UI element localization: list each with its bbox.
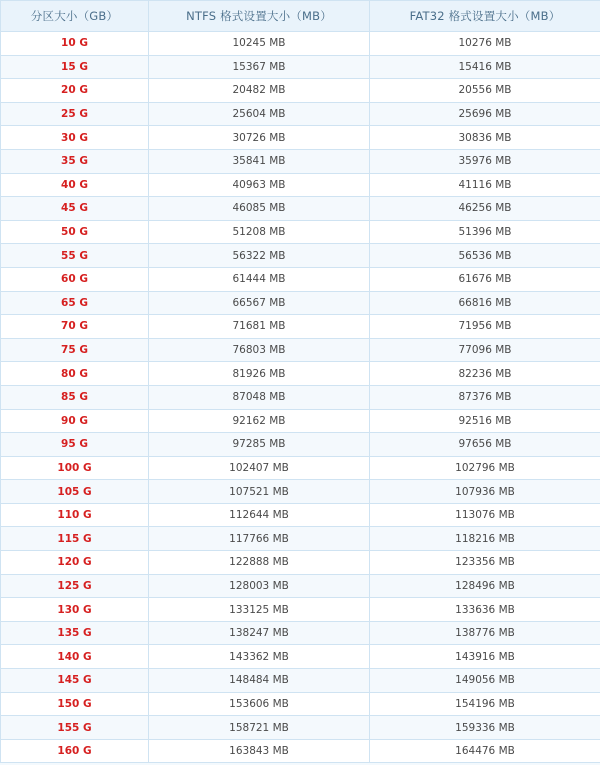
table-row [1, 503, 600, 527]
fat32-size-cell: 143916 MB [370, 645, 600, 669]
partition-size-cell: 85 G [1, 385, 149, 409]
partition-size-cell: 115 G [1, 527, 149, 551]
fat32-size-cell: 10276 MB [370, 32, 600, 56]
table-row [1, 32, 600, 56]
fat32-size-cell: 128496 MB [370, 574, 600, 598]
fat32-size-cell: 123356 MB [370, 551, 600, 575]
ntfs-size-cell: 20482 MB [149, 79, 370, 103]
table-row [1, 551, 600, 575]
table-row [1, 645, 600, 669]
ntfs-size-cell: 148484 MB [149, 669, 370, 693]
table-row [1, 574, 600, 598]
fat32-size-cell: 97656 MB [370, 433, 600, 457]
fat32-size-cell: 25696 MB [370, 102, 600, 126]
table-row [1, 716, 600, 740]
fat32-size-cell: 66816 MB [370, 291, 600, 315]
table-row [1, 149, 600, 173]
ntfs-size-cell: 46085 MB [149, 197, 370, 221]
partition-size-cell: 160 G [1, 739, 149, 763]
partition-size-cell: 70 G [1, 315, 149, 339]
fat32-size-cell: 35976 MB [370, 149, 600, 173]
fat32-size-cell: 20556 MB [370, 79, 600, 103]
table-body [1, 32, 600, 763]
table-row [1, 220, 600, 244]
ntfs-size-cell: 92162 MB [149, 409, 370, 433]
ntfs-size-cell: 30726 MB [149, 126, 370, 150]
ntfs-size-cell: 15367 MB [149, 55, 370, 79]
ntfs-size-cell: 25604 MB [149, 102, 370, 126]
table-row [1, 456, 600, 480]
table-row [1, 197, 600, 221]
header-fat32-size: FAT32 格式设置大小（MB） [370, 1, 600, 32]
table-row [1, 527, 600, 551]
table-row [1, 692, 600, 716]
ntfs-size-cell: 61444 MB [149, 267, 370, 291]
ntfs-size-cell: 112644 MB [149, 503, 370, 527]
partition-size-cell: 30 G [1, 126, 149, 150]
table-row [1, 55, 600, 79]
table-row [1, 102, 600, 126]
partition-size-cell: 20 G [1, 79, 149, 103]
partition-size-cell: 55 G [1, 244, 149, 268]
fat32-size-cell: 61676 MB [370, 267, 600, 291]
partition-size-cell: 130 G [1, 598, 149, 622]
ntfs-size-cell: 10245 MB [149, 32, 370, 56]
fat32-size-cell: 56536 MB [370, 244, 600, 268]
table-row [1, 362, 600, 386]
partition-size-cell: 100 G [1, 456, 149, 480]
partition-size-cell: 10 G [1, 32, 149, 56]
fat32-size-cell: 51396 MB [370, 220, 600, 244]
table-row [1, 79, 600, 103]
ntfs-size-cell: 102407 MB [149, 456, 370, 480]
partition-size-cell: 125 G [1, 574, 149, 598]
table-row [1, 598, 600, 622]
ntfs-size-cell: 97285 MB [149, 433, 370, 457]
table-row [1, 315, 600, 339]
fat32-size-cell: 15416 MB [370, 55, 600, 79]
partition-size-cell: 135 G [1, 621, 149, 645]
ntfs-size-cell: 71681 MB [149, 315, 370, 339]
partition-size-cell: 90 G [1, 409, 149, 433]
fat32-size-cell: 92516 MB [370, 409, 600, 433]
partition-size-cell: 65 G [1, 291, 149, 315]
ntfs-size-cell: 143362 MB [149, 645, 370, 669]
partition-size-cell: 105 G [1, 480, 149, 504]
partition-size-cell: 60 G [1, 267, 149, 291]
ntfs-size-cell: 35841 MB [149, 149, 370, 173]
fat32-size-cell: 149056 MB [370, 669, 600, 693]
partition-size-cell: 95 G [1, 433, 149, 457]
header-partition-size: 分区大小（GB） [1, 1, 149, 32]
ntfs-size-cell: 66567 MB [149, 291, 370, 315]
table-row [1, 267, 600, 291]
fat32-size-cell: 82236 MB [370, 362, 600, 386]
table-row [1, 385, 600, 409]
fat32-size-cell: 154196 MB [370, 692, 600, 716]
partition-size-cell: 50 G [1, 220, 149, 244]
partition-size-cell: 155 G [1, 716, 149, 740]
ntfs-size-cell: 122888 MB [149, 551, 370, 575]
table-row [1, 409, 600, 433]
table-row [1, 291, 600, 315]
fat32-size-cell: 46256 MB [370, 197, 600, 221]
table-row [1, 244, 600, 268]
table-row [1, 338, 600, 362]
ntfs-size-cell: 51208 MB [149, 220, 370, 244]
fat32-size-cell: 133636 MB [370, 598, 600, 622]
fat32-size-cell: 164476 MB [370, 739, 600, 763]
partition-size-cell: 120 G [1, 551, 149, 575]
table-row [1, 480, 600, 504]
ntfs-size-cell: 56322 MB [149, 244, 370, 268]
fat32-size-cell: 159336 MB [370, 716, 600, 740]
table-row [1, 669, 600, 693]
partition-size-cell: 40 G [1, 173, 149, 197]
ntfs-size-cell: 128003 MB [149, 574, 370, 598]
partition-size-cell: 75 G [1, 338, 149, 362]
fat32-size-cell: 138776 MB [370, 621, 600, 645]
ntfs-size-cell: 138247 MB [149, 621, 370, 645]
table-header [1, 1, 600, 32]
table-row [1, 433, 600, 457]
partition-size-cell: 35 G [1, 149, 149, 173]
ntfs-size-cell: 81926 MB [149, 362, 370, 386]
table-row [1, 173, 600, 197]
fat32-size-cell: 118216 MB [370, 527, 600, 551]
partition-size-cell: 145 G [1, 669, 149, 693]
ntfs-size-cell: 107521 MB [149, 480, 370, 504]
table-row [1, 739, 600, 763]
fat32-size-cell: 113076 MB [370, 503, 600, 527]
ntfs-size-cell: 133125 MB [149, 598, 370, 622]
partition-size-cell: 110 G [1, 503, 149, 527]
fat32-size-cell: 87376 MB [370, 385, 600, 409]
partition-size-cell: 140 G [1, 645, 149, 669]
partition-size-cell: 150 G [1, 692, 149, 716]
header-ntfs-size: NTFS 格式设置大小（MB） [149, 1, 370, 32]
header-row [1, 1, 600, 32]
fat32-size-cell: 102796 MB [370, 456, 600, 480]
partition-size-cell: 25 G [1, 102, 149, 126]
table-row [1, 126, 600, 150]
fat32-size-cell: 77096 MB [370, 338, 600, 362]
table-row [1, 621, 600, 645]
ntfs-size-cell: 153606 MB [149, 692, 370, 716]
partition-size-cell: 15 G [1, 55, 149, 79]
partition-size-cell: 45 G [1, 197, 149, 221]
fat32-size-cell: 107936 MB [370, 480, 600, 504]
ntfs-size-cell: 40963 MB [149, 173, 370, 197]
ntfs-size-cell: 87048 MB [149, 385, 370, 409]
fat32-size-cell: 30836 MB [370, 126, 600, 150]
fat32-size-cell: 71956 MB [370, 315, 600, 339]
ntfs-size-cell: 163843 MB [149, 739, 370, 763]
partition-size-cell: 80 G [1, 362, 149, 386]
fat32-size-cell: 41116 MB [370, 173, 600, 197]
ntfs-size-cell: 158721 MB [149, 716, 370, 740]
ntfs-size-cell: 117766 MB [149, 527, 370, 551]
ntfs-size-cell: 76803 MB [149, 338, 370, 362]
